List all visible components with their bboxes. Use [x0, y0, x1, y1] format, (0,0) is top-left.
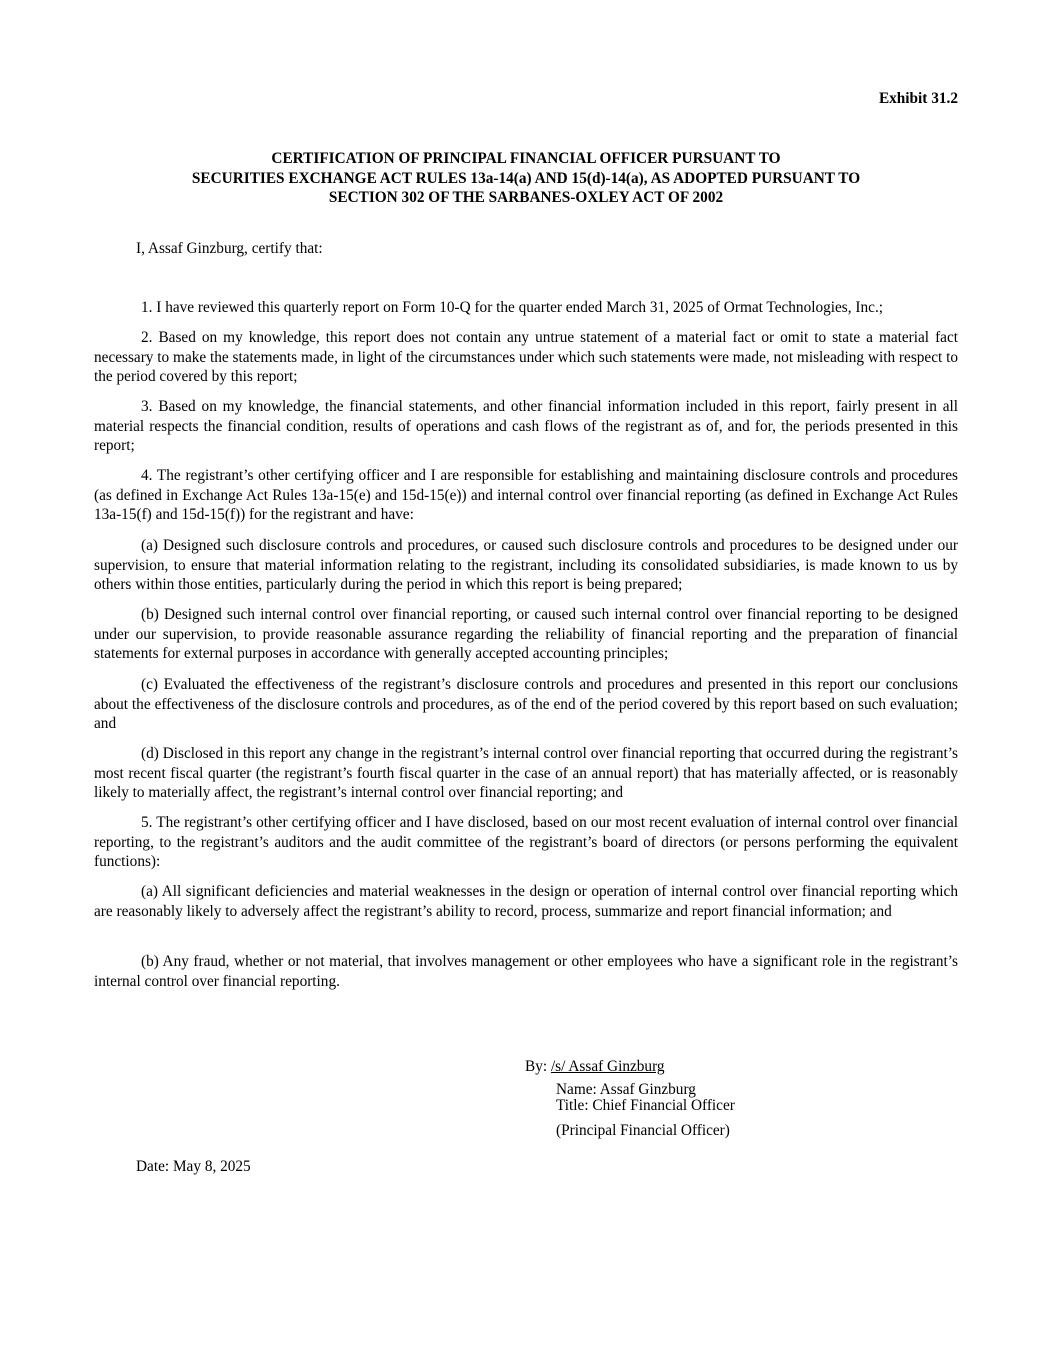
- paragraph-4c: (c) Evaluated the effectiveness of the registrant’s disclosure controls and procedures and presented in this report our conclusions about the effectiveness of the disclosure controls and procedures, as of the end of the period covered by this report based on such evaluation; and: [94, 676, 958, 732]
- paragraph-1: 1. I have reviewed this quarterly report on Form 10-Q for the quarter ended March 31, 2025 of Ormat Technologies, Inc.;: [141, 299, 884, 316]
- paragraph-5: 5. The registrant’s other certifying officer and I have disclosed, based on our most recent evaluation of internal control over financial reporting, to the registrant’s auditors and the audit committee of the registrant’s board of directors (or persons performing the equivalent functions):: [94, 814, 958, 870]
- paragraph-5b: (b) Any fraud, whether or not material, that involves management or other employees who have a significant role in the registrant’s internal control over financial reporting.: [94, 953, 958, 990]
- signature-by-label: By:: [525, 1058, 548, 1075]
- paragraph-4b: (b) Designed such internal control over financial reporting, or caused such internal control over financial reporting to be designed under our supervision, to provide reasonable assurance regarding the reliability of financial reporting and the preparation of financial statements for external purposes in accordance with generally accepted accounting principles;: [94, 606, 958, 662]
- title-line: SECURITIES EXCHANGE ACT RULES 13a-14(a) AND 15(d)-14(a), AS ADOPTED PURSUANT TO: [191, 169, 861, 187]
- signature-signed: /s/ Assaf Ginzburg: [550, 1058, 665, 1075]
- exhibit-number: Exhibit 31.2: [878, 90, 958, 107]
- signature-line: [525, 1057, 665, 1077]
- paragraph-5a: (a) All significant deficiencies and material weaknesses in the design or operation of internal control over financial reporting which are reasonably likely to adversely affect the registrant’s ability to record, process, summarize and report financial information; and: [94, 883, 958, 920]
- paragraph-3: 3. Based on my knowledge, the financial statements, and other financial information included in this report, fairly present in all material respects the financial condition, results of operations and cash flows of the registrant as of, and for, the periods presented in this report;: [94, 398, 958, 454]
- title-line: SECTION 302 OF THE SARBANES-OXLEY ACT OF 2002: [328, 189, 724, 206]
- paragraph-4: 4. The registrant’s other certifying officer and I are responsible for establishing and maintaining disclosure controls and procedures (as defined in Exchange Act Rules 13a-15(e) and 15d-15(e)) and internal control over financial reporting (as defined in Exchange Act Rules 13a-15(f) and 15d-15(f)) for the registrant and have:: [94, 467, 958, 523]
- signer-title: Title: Chief Financial Officer: [556, 1097, 735, 1114]
- intro-statement: I, Assaf Ginzburg, certify that:: [136, 240, 323, 257]
- paragraph-4d: (d) Disclosed in this report any change in the registrant’s internal control over financial reporting that occurred during the registrant’s most recent fiscal quarter (the registrant’s fourth fiscal quarter in the case of an annual report) that has materially affected, or is reasonably likely to materially affect, the registrant’s internal control over financial reporting; and: [94, 745, 958, 801]
- signer-role: (Principal Financial Officer): [556, 1122, 730, 1139]
- signer-name: Name: Assaf Ginzburg: [556, 1081, 696, 1098]
- paragraph-4a: (a) Designed such disclosure controls and procedures, or caused such disclosure controls and procedures to be designed under our supervision, to ensure that material information relating to the registrant, including its consolidated subsidiaries, is made known to us by others within those entities, particularly during the period in which this report is being prepared;: [94, 537, 958, 593]
- document-title: [94, 149, 958, 208]
- title-line: CERTIFICATION OF PRINCIPAL FINANCIAL OFFICER PURSUANT TO: [271, 150, 781, 167]
- paragraph-2: 2. Based on my knowledge, this report does not contain any untrue statement of a material fact or omit to state a material fact necessary to make the statements made, in light of the circumstances under which such statements were made, not misleading with respect to the period covered by this report;: [94, 329, 958, 385]
- certification-date: Date: May 8, 2025: [136, 1158, 251, 1175]
